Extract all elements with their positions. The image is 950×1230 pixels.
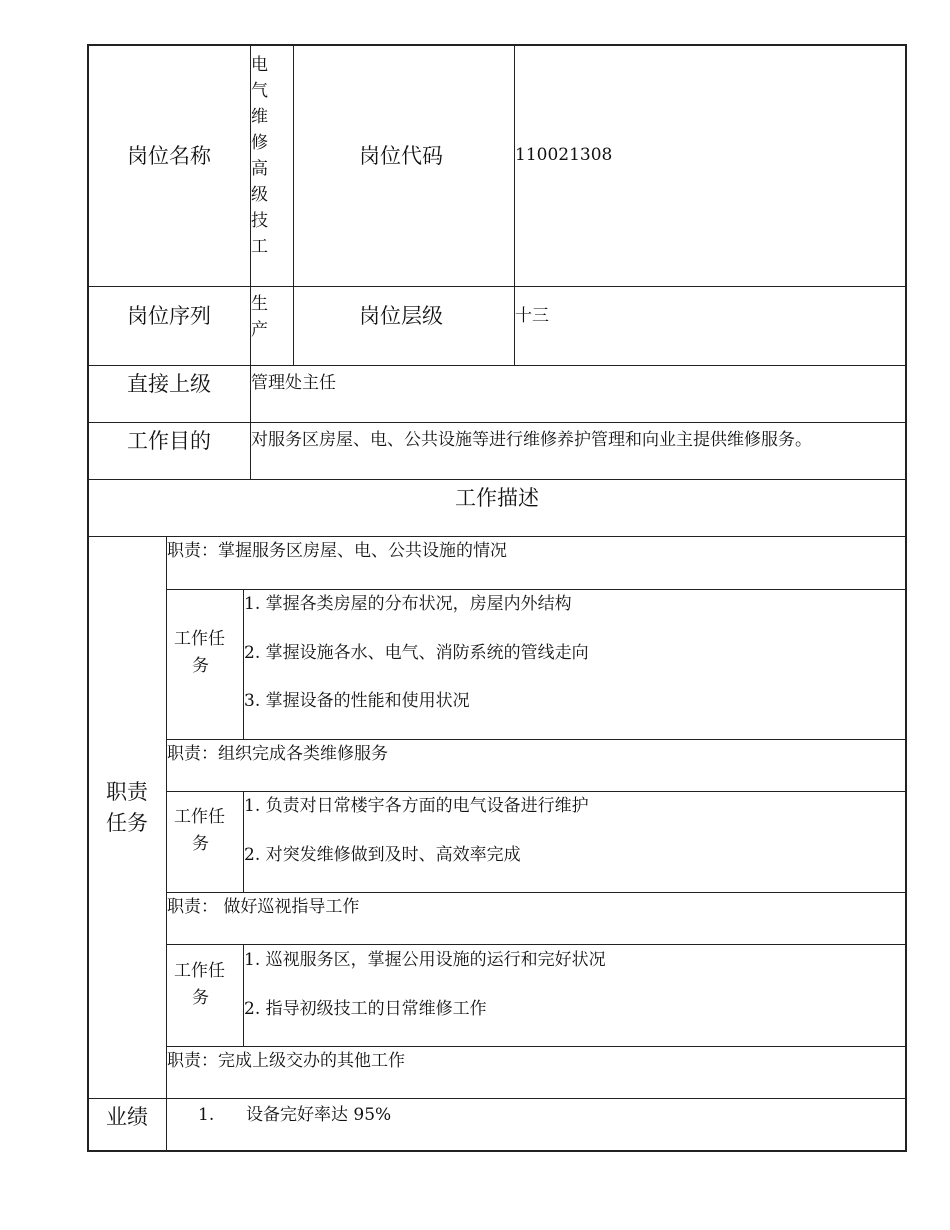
- duties-side-label-line2: 任务: [106, 811, 148, 835]
- table-border-left: [87, 44, 89, 1152]
- task-label-line1: 工作任: [174, 629, 225, 649]
- duty-divider: [166, 791, 907, 792]
- task-label-line1: 工作任: [174, 807, 225, 827]
- task-item: 1. 掌握各类房屋的分布状况，房屋内外结构: [244, 594, 572, 614]
- task-label-line1: 工作任: [174, 961, 225, 981]
- post-name-char: 高: [251, 159, 268, 179]
- purpose-value: 对服务区房屋、电、公共设施等进行维修养护管理和向业主提供维修服务。: [251, 430, 812, 450]
- duty-title: 职责：组织完成各类维修服务: [167, 744, 388, 764]
- sequence-label: 岗位序列: [127, 304, 211, 328]
- post-code-label: 岗位代码: [359, 144, 443, 168]
- post-name-value: [251, 52, 273, 260]
- task-label-line2: 务: [192, 656, 209, 676]
- performance-item-text: 设备完好率达 95%: [246, 1105, 392, 1125]
- purpose-label: 工作目的: [127, 429, 211, 453]
- sequence-value: [251, 291, 273, 343]
- table-border-top: [87, 44, 907, 46]
- superior-value: 管理处主任: [251, 373, 336, 393]
- row-divider: [87, 365, 907, 366]
- sequence-char: 产: [251, 320, 268, 340]
- post-name-char: 技: [251, 211, 268, 231]
- duty-divider: [166, 944, 907, 945]
- post-name-char: 气: [251, 81, 268, 101]
- section-title: 工作描述: [455, 486, 539, 510]
- row-divider: [87, 536, 907, 537]
- task-item: 1. 负责对日常楼宇各方面的电气设备进行维护: [244, 796, 589, 816]
- row-divider: [87, 479, 907, 480]
- duty-divider: [166, 1046, 907, 1047]
- task-item: 2. 对突发维修做到及时、高效率完成: [244, 845, 521, 865]
- sequence-char: 生: [251, 294, 268, 314]
- row-divider: [87, 286, 907, 287]
- post-name-char: 维: [251, 107, 268, 127]
- task-label-line2: 务: [192, 834, 209, 854]
- post-name-label: 岗位名称: [127, 144, 211, 168]
- task-item: 3. 掌握设备的性能和使用状况: [244, 691, 470, 711]
- table-border-right: [905, 44, 907, 1152]
- performance-label: 业绩: [106, 1105, 148, 1129]
- level-value: 十三: [515, 306, 549, 326]
- task-item: 2. 指导初级技工的日常维修工作: [244, 999, 487, 1019]
- performance-item-number: 1.: [198, 1105, 215, 1125]
- task-item: 1. 巡视服务区，掌握公用设施的运行和完好状况: [244, 950, 606, 970]
- duty-divider: [166, 892, 907, 893]
- duties-side-label-line1: 职责: [106, 780, 148, 804]
- post-name-char: 电: [251, 55, 268, 75]
- post-code-value: 110021308: [515, 145, 613, 165]
- row-divider: [87, 422, 907, 423]
- task-item: 2. 掌握设施各水、电气、消防系统的管线走向: [244, 643, 589, 663]
- task-label-line2: 务: [192, 988, 209, 1008]
- col-divider: [293, 44, 294, 365]
- post-name-char: 级: [251, 185, 268, 205]
- level-label: 岗位层级: [359, 304, 443, 328]
- duty-divider: [166, 739, 907, 740]
- duty-title: 职责：掌握服务区房屋、电、公共设施的情况: [167, 541, 507, 561]
- post-name-char: 修: [251, 133, 268, 153]
- duty-title: 职责： 做好巡视指导工作: [167, 897, 360, 917]
- post-name-char: 工: [251, 237, 268, 257]
- duty-title: 职责：完成上级交办的其他工作: [167, 1051, 405, 1071]
- superior-label: 直接上级: [127, 372, 211, 396]
- duty-divider: [166, 589, 907, 590]
- row-divider: [87, 1098, 907, 1099]
- table-border-bottom: [87, 1150, 907, 1152]
